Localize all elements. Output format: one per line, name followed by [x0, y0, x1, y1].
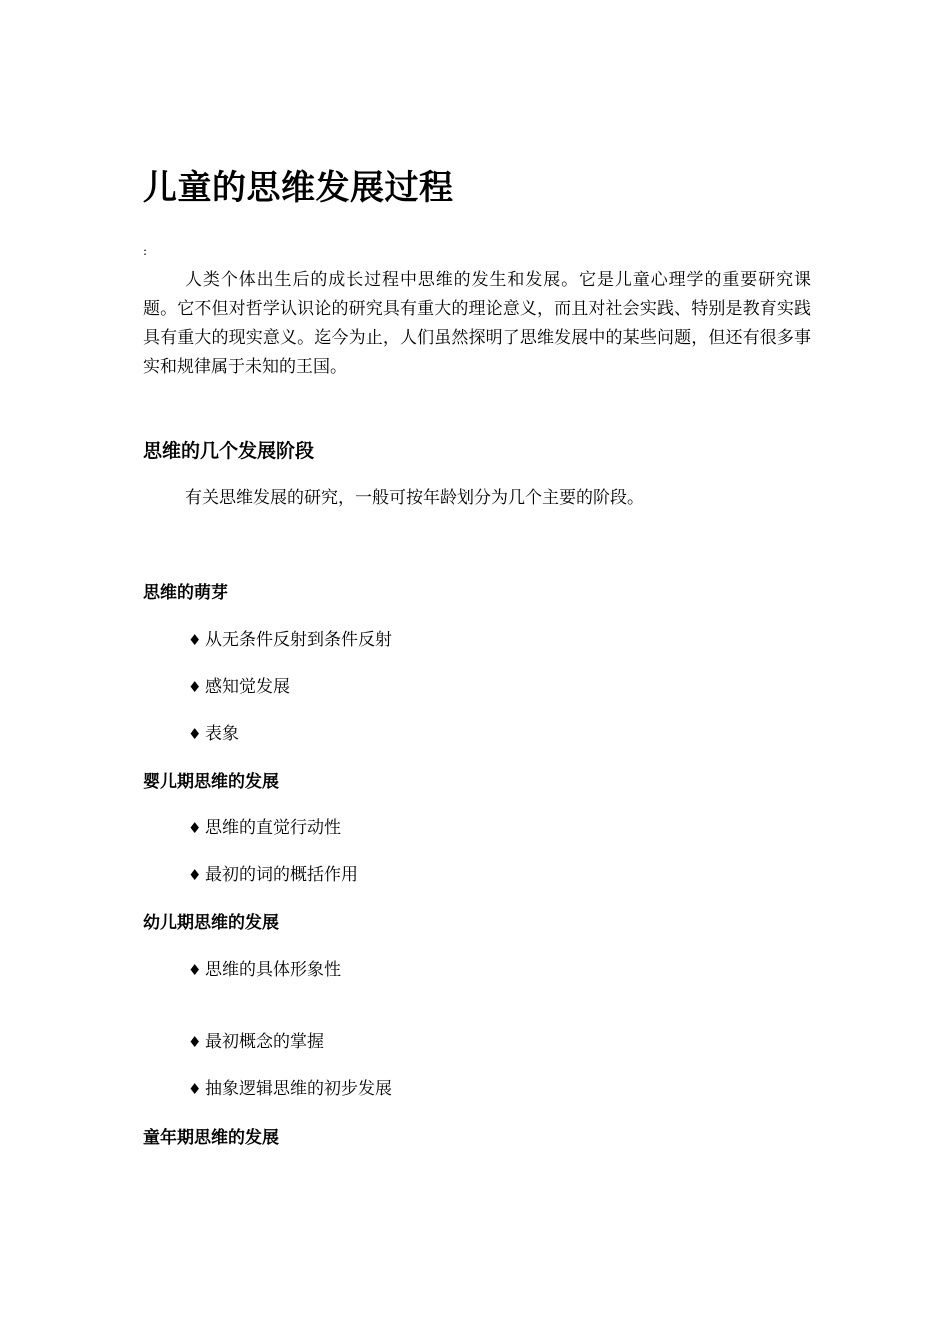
- subsection-heading: 思维的萌芽: [143, 583, 228, 603]
- diamond-bullet-icon: ♦: [188, 1033, 202, 1051]
- list-item-text: 最初的词的概括作用: [205, 865, 358, 885]
- list-item: [188, 1076, 392, 1102]
- list-item-text: 从无条件反射到条件反射: [205, 630, 392, 650]
- diamond-bullet-icon: ♦: [188, 866, 202, 884]
- list-item: [188, 721, 239, 747]
- subsection-heading: 婴儿期思维的发展: [143, 772, 279, 792]
- intro-paragraph: 人类个体出生后的成长过程中思维的发生和发展。它是儿童心理学的重要研究课题。它不但对哲学认识论的研究具有重大的理论意义，而且对社会实践、特别是教育实践具有重大的现实意义。迄今为止，人们虽然探明了思维发展中的某些问题，但还有很多事实和规律属于未知的王国。: [143, 270, 811, 377]
- list-item-text: 思维的直觉行动性: [205, 818, 341, 838]
- subsection-heading: 童年期思维的发展: [143, 1128, 279, 1148]
- list-item-text: 思维的具体形象性: [205, 960, 341, 980]
- list-item: [188, 815, 341, 841]
- list-item-text: 抽象逻辑思维的初步发展: [205, 1079, 392, 1099]
- list-item-text: 最初概念的掌握: [205, 1032, 324, 1052]
- subsection-heading: 幼儿期思维的发展: [143, 913, 279, 933]
- diamond-bullet-icon: ♦: [188, 1080, 202, 1098]
- list-item: [188, 1029, 324, 1055]
- diamond-bullet-icon: ♦: [188, 725, 202, 743]
- section-lead-paragraph: 有关思维发展的研究，一般可按年龄划分为几个主要的阶段。: [185, 488, 644, 508]
- diamond-bullet-icon: ♦: [188, 819, 202, 837]
- list-item: [188, 862, 358, 888]
- list-item: [188, 674, 290, 700]
- list-item: [188, 627, 392, 653]
- section-heading: 思维的几个发展阶段: [143, 440, 315, 462]
- diamond-bullet-icon: ♦: [188, 678, 202, 696]
- document-title: 儿童的思维发展过程: [143, 168, 454, 208]
- diamond-bullet-icon: ♦: [188, 631, 202, 649]
- list-item-text: 感知觉发展: [205, 677, 290, 697]
- diamond-bullet-icon: ♦: [188, 961, 202, 979]
- list-item-text: 表象: [205, 724, 239, 744]
- colon-marker: :: [143, 244, 148, 258]
- list-item: [188, 957, 341, 983]
